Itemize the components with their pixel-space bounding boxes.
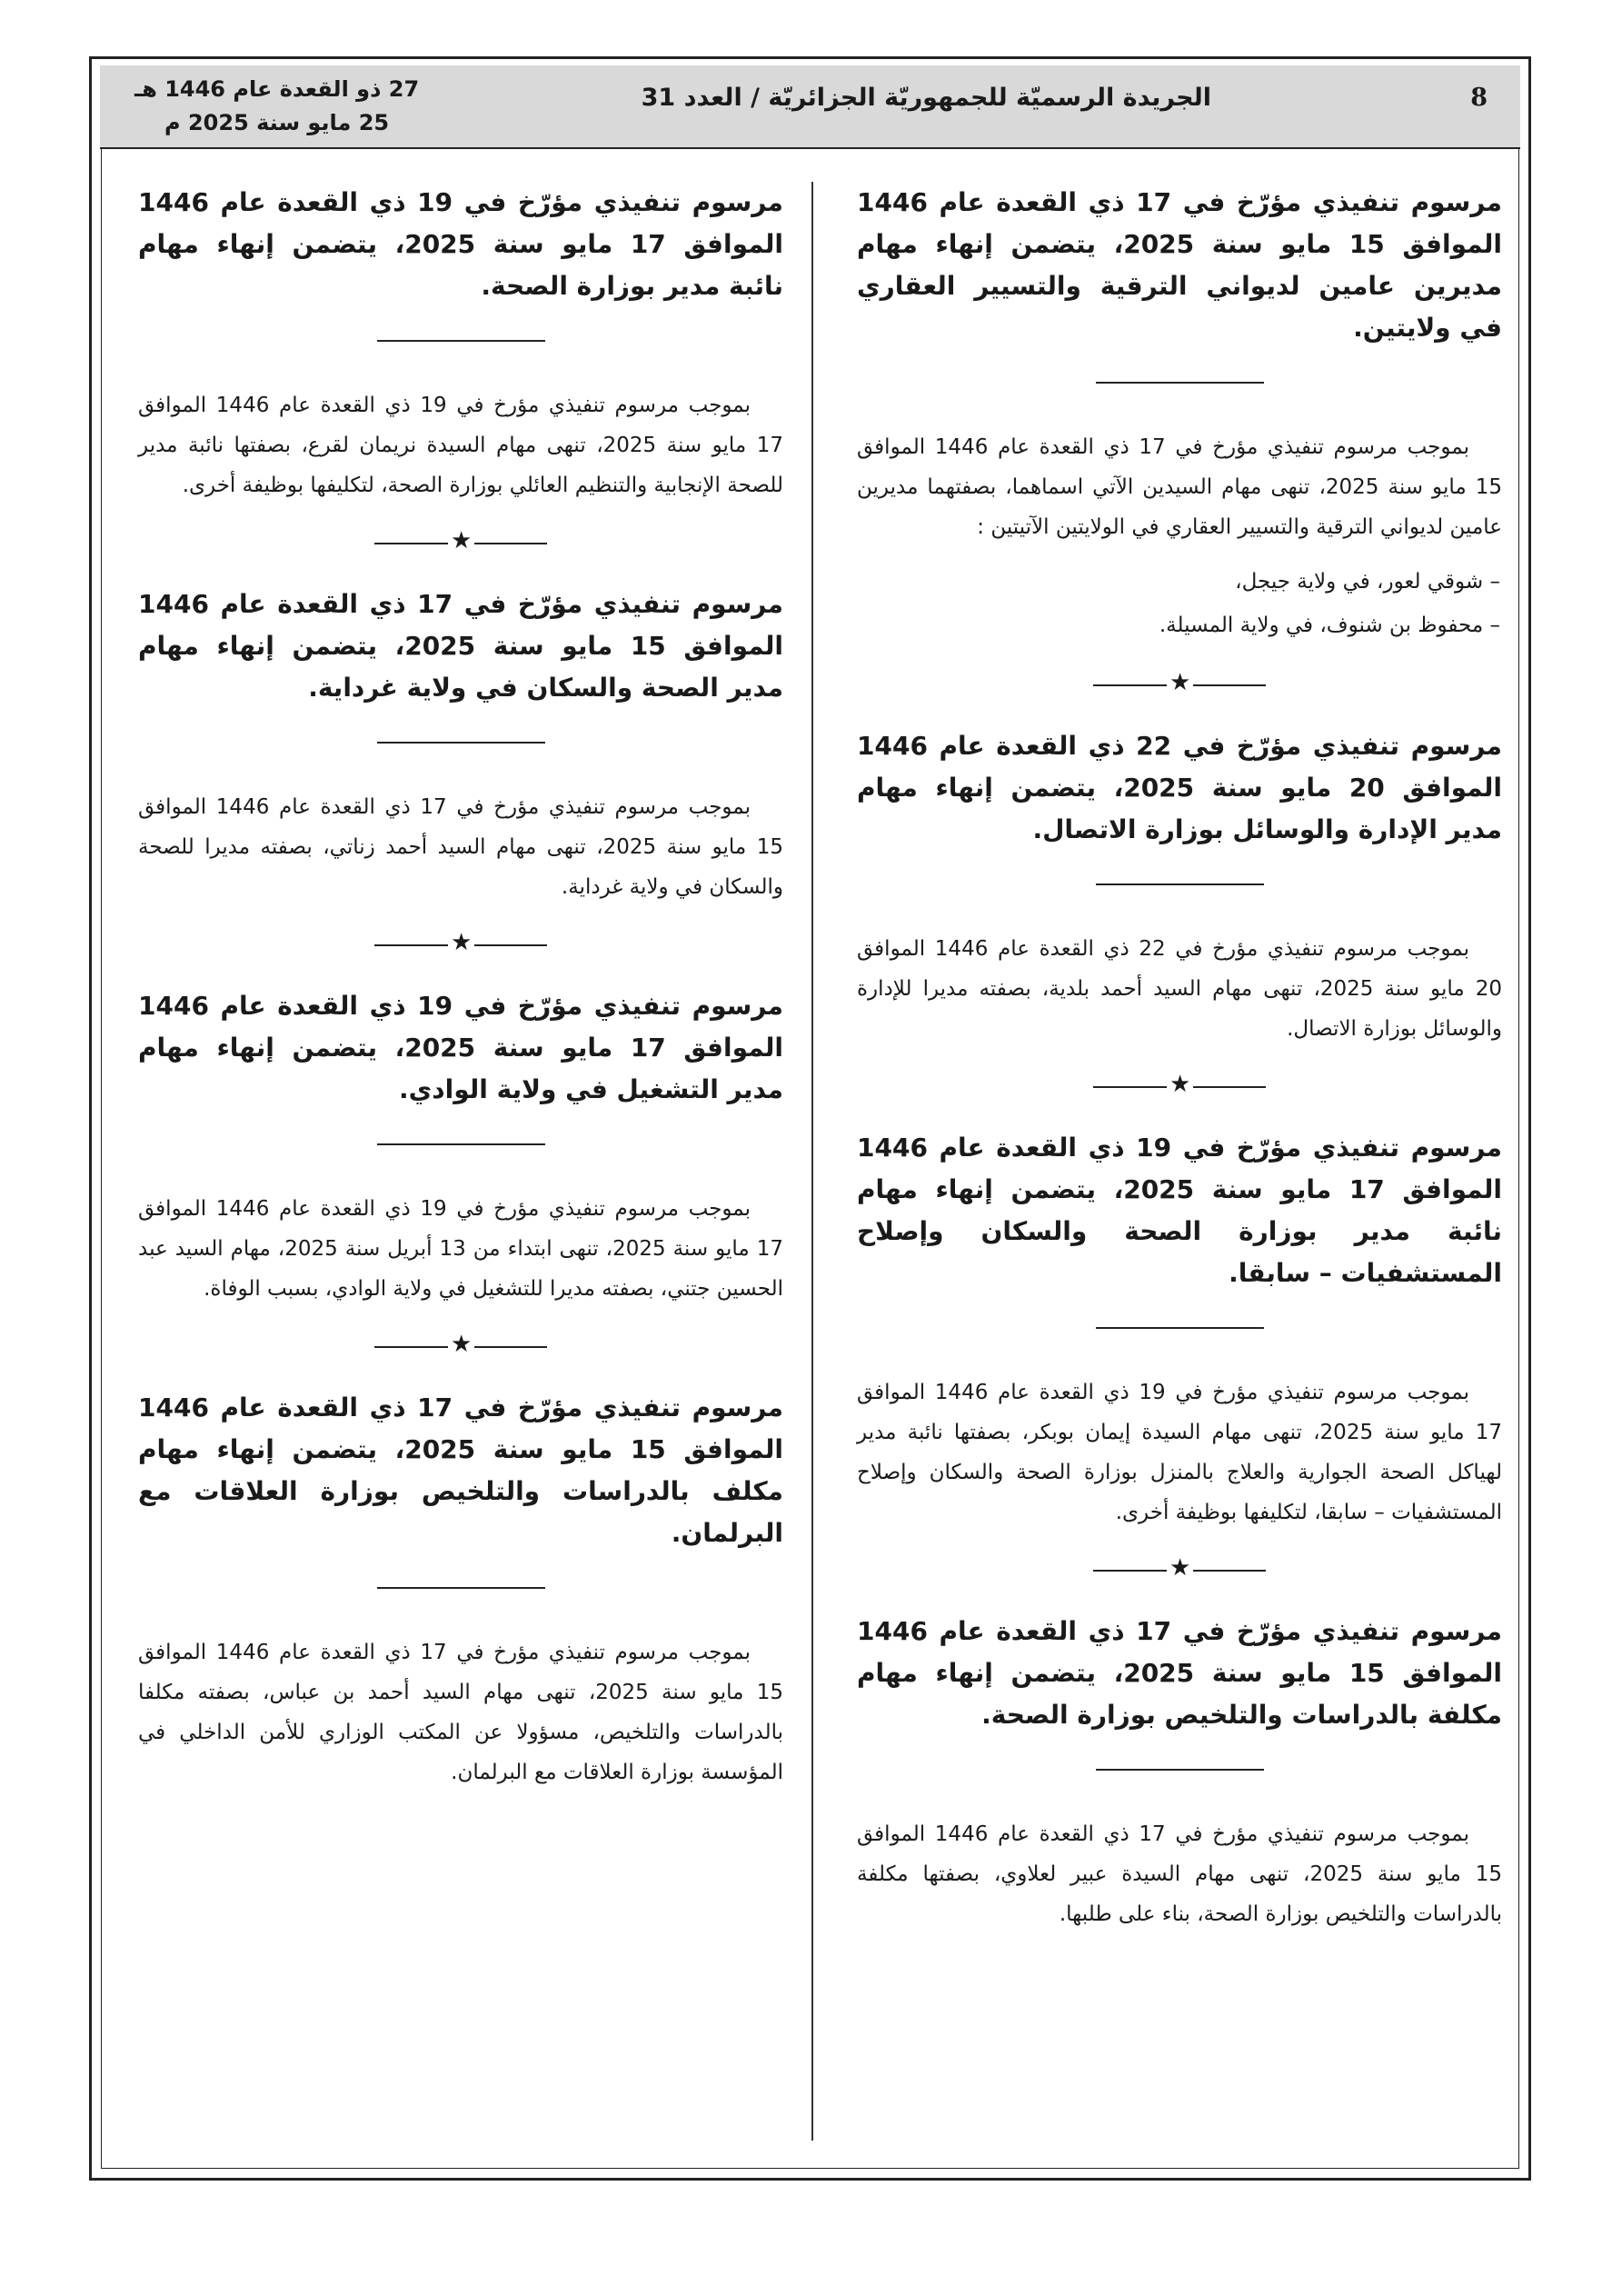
decree-body: بموجب مرسوم تنفيذي مؤرخ في 19 ذي القعدة عام 1446 الموافق 17 مايو سنة 2025، تنهى مهام السيدة نريمان لقرع، بصفتها نائبة مدير للصحة الإنجابية والتنظيم العائلي بوزارة الصحة، لتكليفها بوظيفة أخرى. <box>138 394 783 497</box>
page-number: 8 <box>1470 84 1488 112</box>
decree <box>857 1127 1502 1532</box>
issue-date <box>134 73 419 140</box>
issue-date-gregorian: 25 مايو سنة 2025 م <box>164 110 390 135</box>
decree-body: بموجب مرسوم تنفيذي مؤرخ في 17 ذي القعدة عام 1446 الموافق 15 مايو سنة 2025، تنهى مهام السيد أحمد زناتي، بصفته مديرا للصحة والسكان في ولاية غرداية. <box>138 795 783 899</box>
star-icon: ★ <box>448 1331 474 1358</box>
issue-date-hijri: 27 ذو القعدة عام 1446 هـ <box>134 76 420 102</box>
decree-body: بموجب مرسوم تنفيذي مؤرخ في 22 ذي القعدة عام 1446 الموافق 20 مايو سنة 2025، تنهى مهام السيد أحمد بلدية، بصفته مديرا للإدارة والوسائل بوزارة الاتصال. <box>857 937 1502 1041</box>
title-rule <box>1096 382 1264 384</box>
title-rule <box>1096 883 1264 885</box>
decree-body: بموجب مرسوم تنفيذي مؤرخ في 17 ذي القعدة عام 1446 الموافق 15 مايو سنة 2025، تنهى مهام السيدة عبير لعلاوي، بصفتها مكلفة بالدراسات والتلخيص بوزارة الصحة، بناء على طلبها. <box>857 1822 1502 1926</box>
title-rule <box>377 1143 545 1145</box>
star-icon: ★ <box>448 929 474 956</box>
star-separator <box>1093 1073 1266 1100</box>
decree-body: بموجب مرسوم تنفيذي مؤرخ في 17 ذي القعدة عام 1446 الموافق 15 مايو سنة 2025، تنهى مهام السيدين الآتي اسماهما، بصفتهما مديرين عامين لديواني الترقية والتسيير العقاري في الولايتين الآتيتين : <box>857 435 1502 539</box>
star-separator <box>374 1333 547 1360</box>
star-separator <box>1093 1556 1266 1583</box>
decree <box>857 725 1502 1049</box>
title-rule <box>377 742 545 744</box>
journal-title: الجريدة الرسميّة للجمهوريّة الجزائريّة / العدد 31 <box>641 84 1211 112</box>
decree-title: مرسوم تنفيذي مؤرّخ في 17 ذي القعدة عام 1446 الموافق 15 مايو سنة 2025، يتضمن إنهاء مهام مكلف بالدراسات والتلخيص بوزارة العلاقات مع البرلمان. <box>138 1393 784 1548</box>
star-separator <box>1093 671 1266 698</box>
star-icon: ★ <box>1167 1071 1193 1098</box>
names-list <box>857 560 1502 647</box>
decree <box>857 1611 1502 1934</box>
name-list-item: – شوقي لعور، في ولاية جيجل، <box>1235 570 1500 594</box>
decree-title: مرسوم تنفيذي مؤرّخ في 17 ذي القعدة عام 1446 الموافق 15 مايو سنة 2025، يتضمن إنهاء مهام مدير الصحة والسكان في ولاية غرداية. <box>138 589 784 703</box>
decree-body: بموجب مرسوم تنفيذي مؤرخ في 17 ذي القعدة عام 1446 الموافق 15 مايو سنة 2025، تنهى مهام السيد أحمد بن عباس، بصفته مكلفا بالدراسات والتلخيص، مسؤولا عن المكتب الوزاري للأمن الداخلي في المؤسسة بوزارة العلاقات مع البرلمان. <box>138 1641 783 1784</box>
decree-body: بموجب مرسوم تنفيذي مؤرخ في 19 ذي القعدة عام 1446 الموافق 17 مايو سنة 2025، تنهى مهام السيدة إيمان بوبكر، بصفتها نائبة مدير لهياكل الصحة الجوارية والعلاج بالمنزل بوزارة الصحة والسكان وإصلاح المستشفيات – سابقا، لتكليفها بوظيفة أخرى. <box>857 1381 1503 1524</box>
decree-body: بموجب مرسوم تنفيذي مؤرخ في 19 ذي القعدة عام 1446 الموافق 17 مايو سنة 2025، تنهى ابتداء من 13 أبريل سنة 2025، مهام السيد عبد الحسين جتني، بصفته مديرا للتشغيل في ولاية الوادي، بسبب الوفاة. <box>138 1197 783 1301</box>
title-rule <box>1096 1769 1264 1771</box>
star-icon: ★ <box>1167 1554 1193 1582</box>
decree <box>138 1387 783 1792</box>
name-list-item: – محفوظ بن شنوف، في ولاية المسيلة. <box>1159 614 1500 637</box>
decree-title: مرسوم تنفيذي مؤرّخ في 19 ذي القعدة عام 1446 الموافق 17 مايو سنة 2025، يتضمن إنهاء مهام مدير التشغيل في ولاية الوادي. <box>138 991 784 1104</box>
decree-title: مرسوم تنفيذي مؤرّخ في 22 ذي القعدة عام 1446 الموافق 20 مايو سنة 2025، يتضمن إنهاء مهام مدير الإدارة والوسائل بوزارة الاتصال. <box>857 731 1503 844</box>
journal-header <box>100 65 1520 149</box>
title-rule <box>1096 1327 1264 1329</box>
decree-title: مرسوم تنفيذي مؤرّخ في 19 ذي القعدة عام 1446 الموافق 17 مايو سنة 2025، يتضمن إنهاء مهام نائبة مدير بوزارة الصحة والسكان وإصلاح المستشفيات – سابقا. <box>857 1133 1503 1288</box>
decree <box>138 182 783 505</box>
decree <box>138 584 783 907</box>
left-column <box>138 182 783 1800</box>
decree <box>138 985 783 1309</box>
star-separator <box>374 931 547 958</box>
decree-title: مرسوم تنفيذي مؤرّخ في 17 ذي القعدة عام 1446 الموافق 15 مايو سنة 2025، يتضمن إنهاء مهام مديرين عامين لديواني الترقية والتسيير العقاري في ولايتين. <box>857 187 1503 343</box>
title-rule <box>377 1587 545 1589</box>
star-icon: ★ <box>448 527 474 554</box>
star-separator <box>374 529 547 556</box>
column-divider <box>811 182 813 2141</box>
title-rule <box>377 340 545 342</box>
star-icon: ★ <box>1167 669 1193 696</box>
decree-title: مرسوم تنفيذي مؤرّخ في 17 ذي القعدة عام 1446 الموافق 15 مايو سنة 2025، يتضمن إنهاء مهام مكلفة بالدراسات والتلخيص بوزارة الصحة. <box>857 1616 1503 1730</box>
decree-title: مرسوم تنفيذي مؤرّخ في 19 ذي القعدة عام 1446 الموافق 17 مايو سنة 2025، يتضمن إنهاء مهام نائبة مدير بوزارة الصحة. <box>138 187 784 301</box>
decree <box>857 182 1502 647</box>
right-column <box>857 182 1502 1942</box>
